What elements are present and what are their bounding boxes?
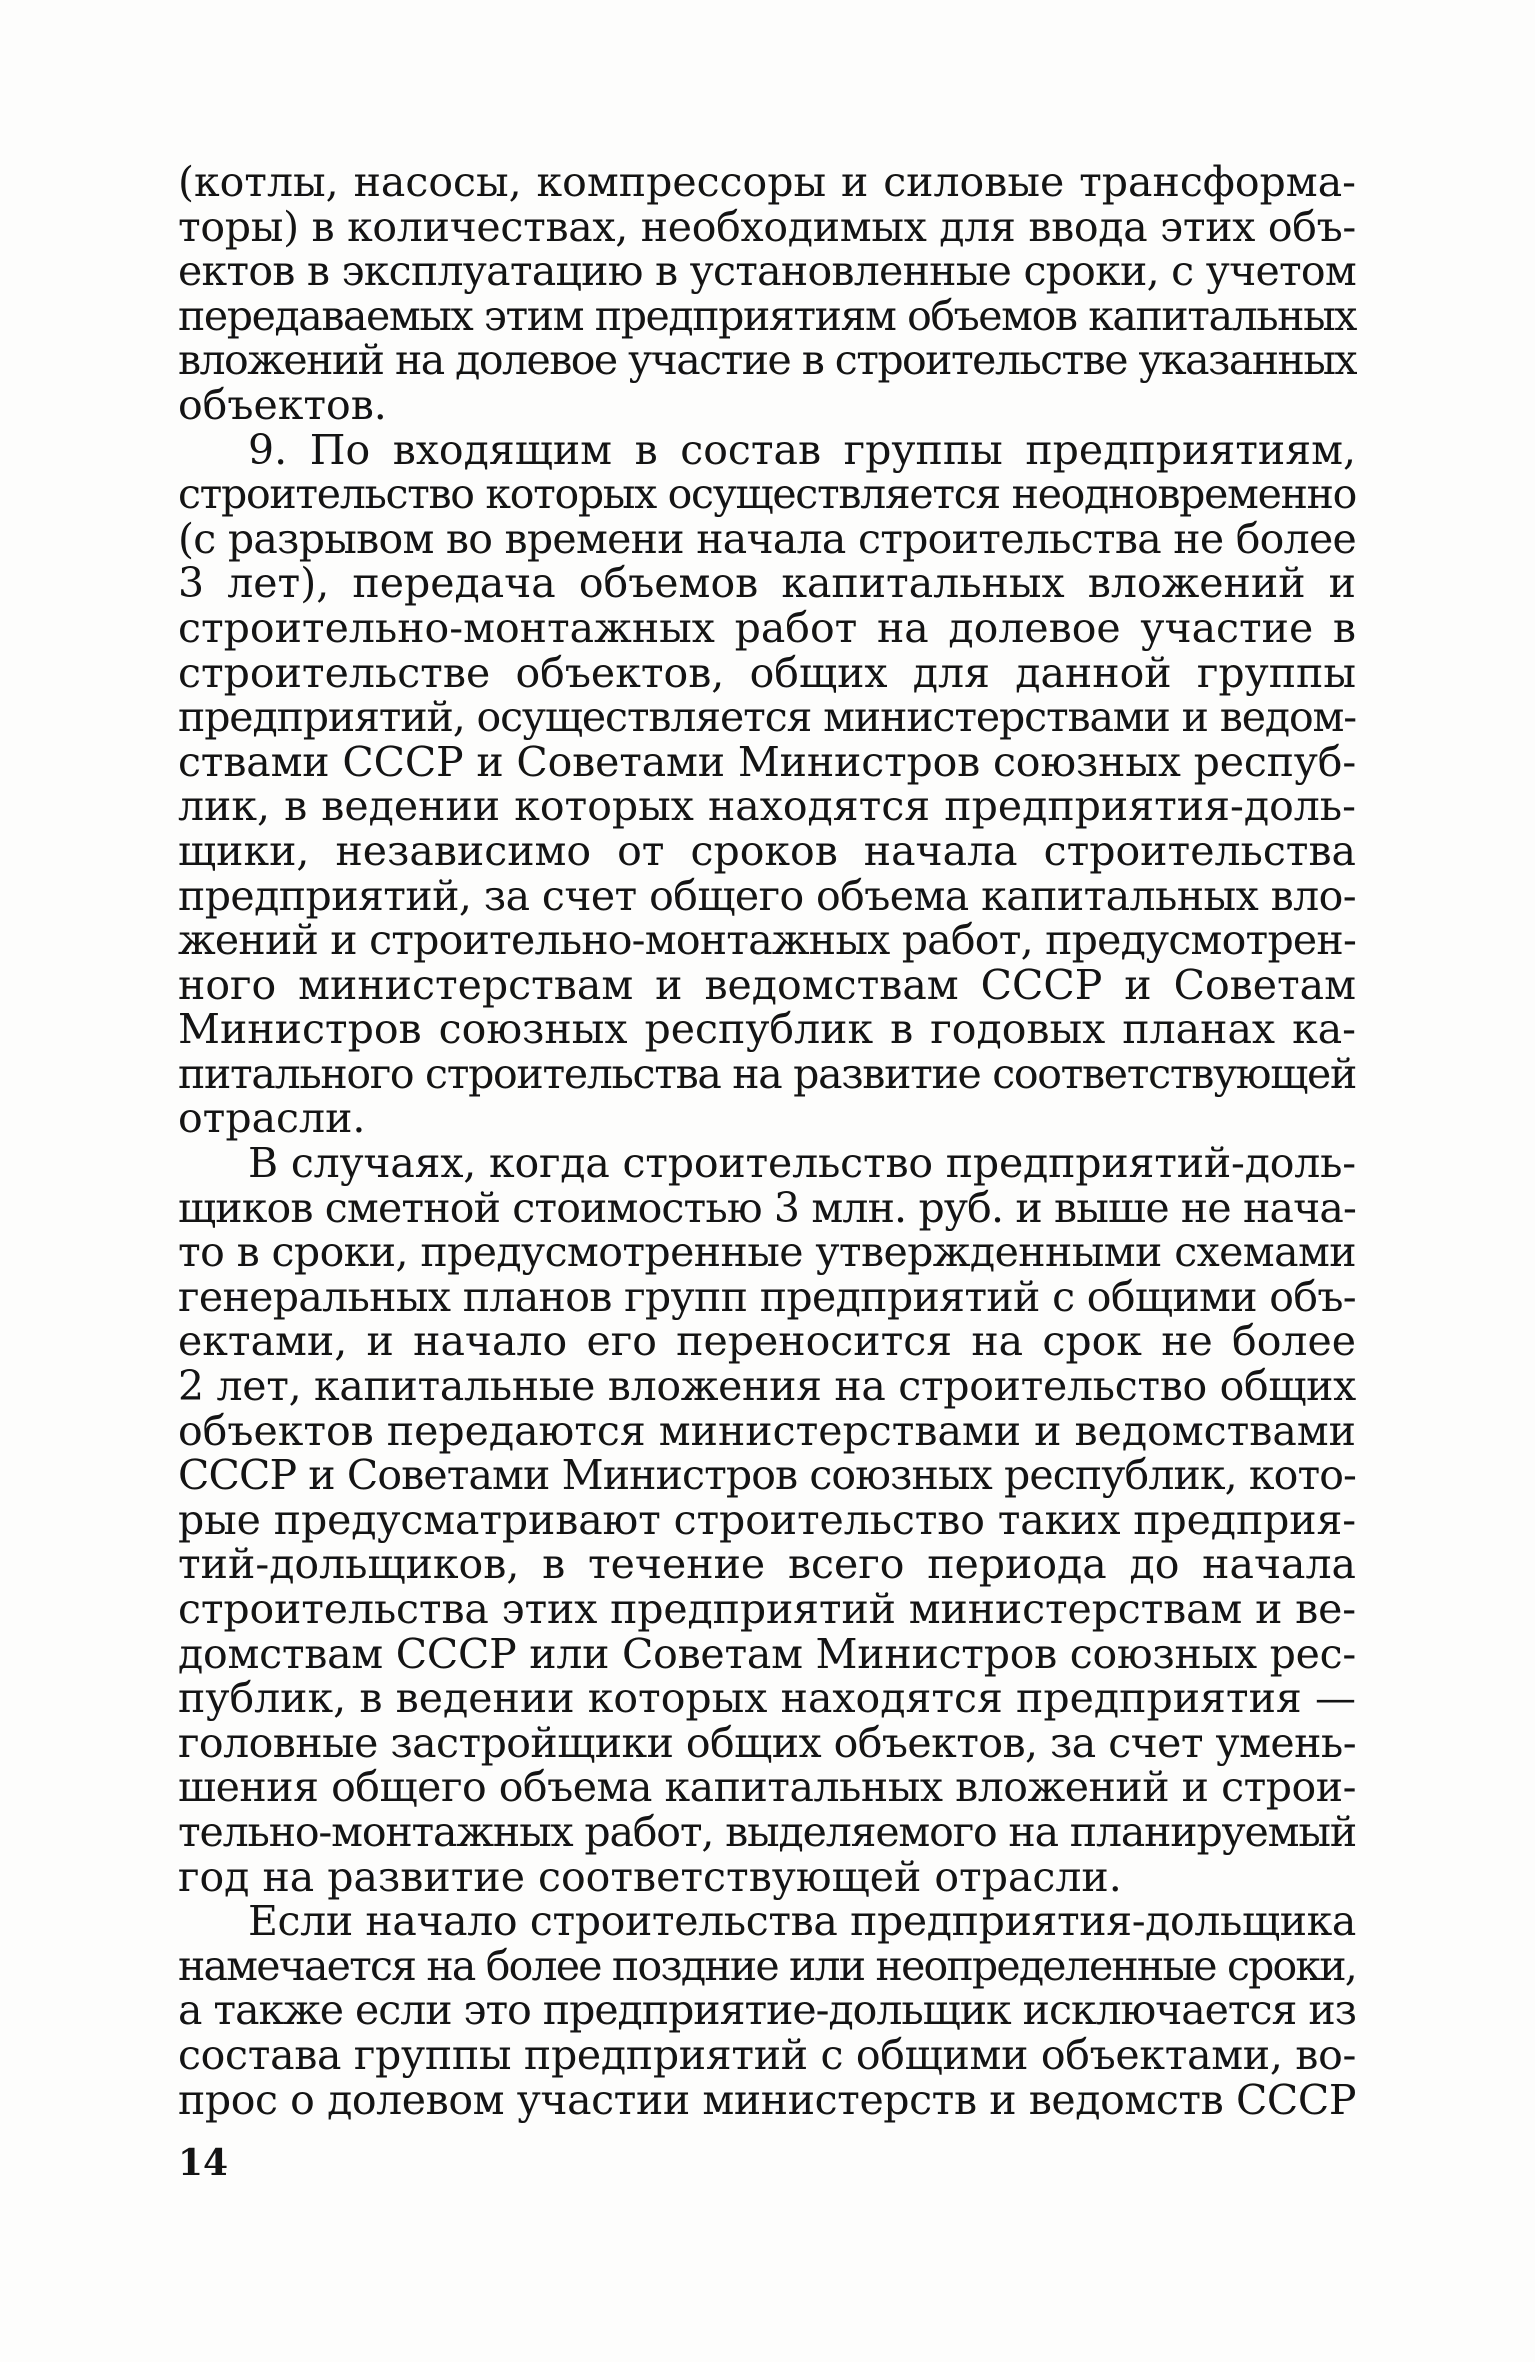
text-line: строительство которых осуществляется неодновременно bbox=[178, 470, 1357, 519]
text-line: ектами, и начало его переносится на срок не более bbox=[178, 1317, 1356, 1366]
text-line: Если начало строительства предприятия-дольщика bbox=[248, 1897, 1356, 1946]
text-line: домствам СССР или Советам Министров союзных рес- bbox=[178, 1629, 1357, 1678]
text-line: вложений на долевое участие в строительстве указанных bbox=[178, 336, 1356, 385]
text-line: строительстве объектов, общих для данной группы bbox=[178, 648, 1356, 697]
text-line: 3 лет), передача объемов капитальных вложений и bbox=[178, 559, 1356, 608]
text-line: (котлы, насосы, компрессоры и силовые трансформа- bbox=[178, 158, 1356, 206]
text-line: тельно-монтажных работ, выделяемого на планируемый bbox=[178, 1807, 1357, 1856]
text-line: намечается на более поздние или неопределенные сроки, bbox=[178, 1941, 1356, 1990]
page-number: 14 bbox=[178, 2142, 229, 2184]
paragraph bbox=[178, 1141, 1356, 1899]
text-line: а также если это предприятие-дольщик исключается из bbox=[178, 1986, 1356, 2035]
text-line: питального строительства на развитие соответствующей bbox=[178, 1049, 1356, 1098]
paragraph bbox=[178, 425, 1357, 1143]
text-line: тий-дольщиков, в течение всего периода до начала bbox=[178, 1540, 1356, 1589]
text-line: СССР и Советами Министров союзных республик, кото- bbox=[178, 1451, 1356, 1500]
text-line: щики, независимо от сроков начала строительства bbox=[178, 826, 1356, 875]
text-line: год на развитие соответствующей отрасли. bbox=[178, 1852, 1122, 1901]
text-line: строительно-монтажных работ на долевое участие в bbox=[178, 603, 1356, 652]
text-line: ствами СССР и Советами Министров союзных респуб- bbox=[178, 737, 1357, 786]
text-line: прос о долевом участии министерств и ведомств СССР bbox=[178, 2075, 1357, 2124]
text-line: передаваемых этим предприятиям объемов капитальных bbox=[178, 291, 1356, 340]
text-line: жений и строительно-монтажных работ, предусмотрен- bbox=[178, 916, 1357, 965]
text-line: объектов. bbox=[178, 380, 387, 429]
text-line: отрасли. bbox=[178, 1094, 366, 1143]
text-line: то в сроки, предусмотренные утвержденными схемами bbox=[178, 1228, 1356, 1277]
paragraph bbox=[178, 160, 1356, 428]
text-line: лик, в ведении которых находятся предприятия-доль- bbox=[178, 782, 1356, 831]
text-line: головные застройщики общих объектов, за счет умень- bbox=[178, 1718, 1357, 1767]
text-line: В случаях, когда строительство предприятий-доль- bbox=[248, 1139, 1356, 1188]
text-line: генеральных планов групп предприятий с общими объ- bbox=[178, 1272, 1357, 1321]
text-line: предприятий, за счет общего объема капитальных вло- bbox=[178, 871, 1356, 920]
text-line: ного министерствам и ведомствам СССР и Советам bbox=[178, 960, 1356, 1009]
text-line: шения общего объема капитальных вложений и строи- bbox=[178, 1763, 1356, 1812]
text-line: рые предусматривают строительство таких предприя- bbox=[178, 1495, 1356, 1544]
text-line: состава группы предприятий с общими объектами, во- bbox=[178, 2030, 1357, 2079]
text-line: 2 лет, капитальные вложения на строительство общих bbox=[178, 1362, 1356, 1411]
body-text bbox=[178, 160, 1356, 2122]
text-line: публик, в ведении которых находятся предприятия — bbox=[178, 1674, 1356, 1723]
text-line: предприятий, осуществляется министерствами и ведом- bbox=[178, 693, 1356, 742]
text-line: ектов в эксплуатацию в установленные сроки, с учетом bbox=[178, 247, 1357, 296]
text-line: объектов передаются министерствами и ведомствами bbox=[178, 1406, 1356, 1455]
text-line: (с разрывом во времени начала строительства не более bbox=[178, 514, 1357, 563]
paragraph bbox=[178, 1899, 1356, 2122]
text-line: строительства этих предприятий министерствам и ве- bbox=[178, 1585, 1356, 1633]
text-line: Министров союзных республик в годовых планах ка- bbox=[178, 1005, 1356, 1054]
text-line: 9. По входящим в состав группы предприятиям, bbox=[248, 425, 1356, 474]
text-line: щиков сметной стоимостью 3 млн. руб. и выше не нача- bbox=[178, 1183, 1356, 1232]
text-line: торы) в количествах, необходимых для ввода этих объ- bbox=[178, 202, 1356, 251]
